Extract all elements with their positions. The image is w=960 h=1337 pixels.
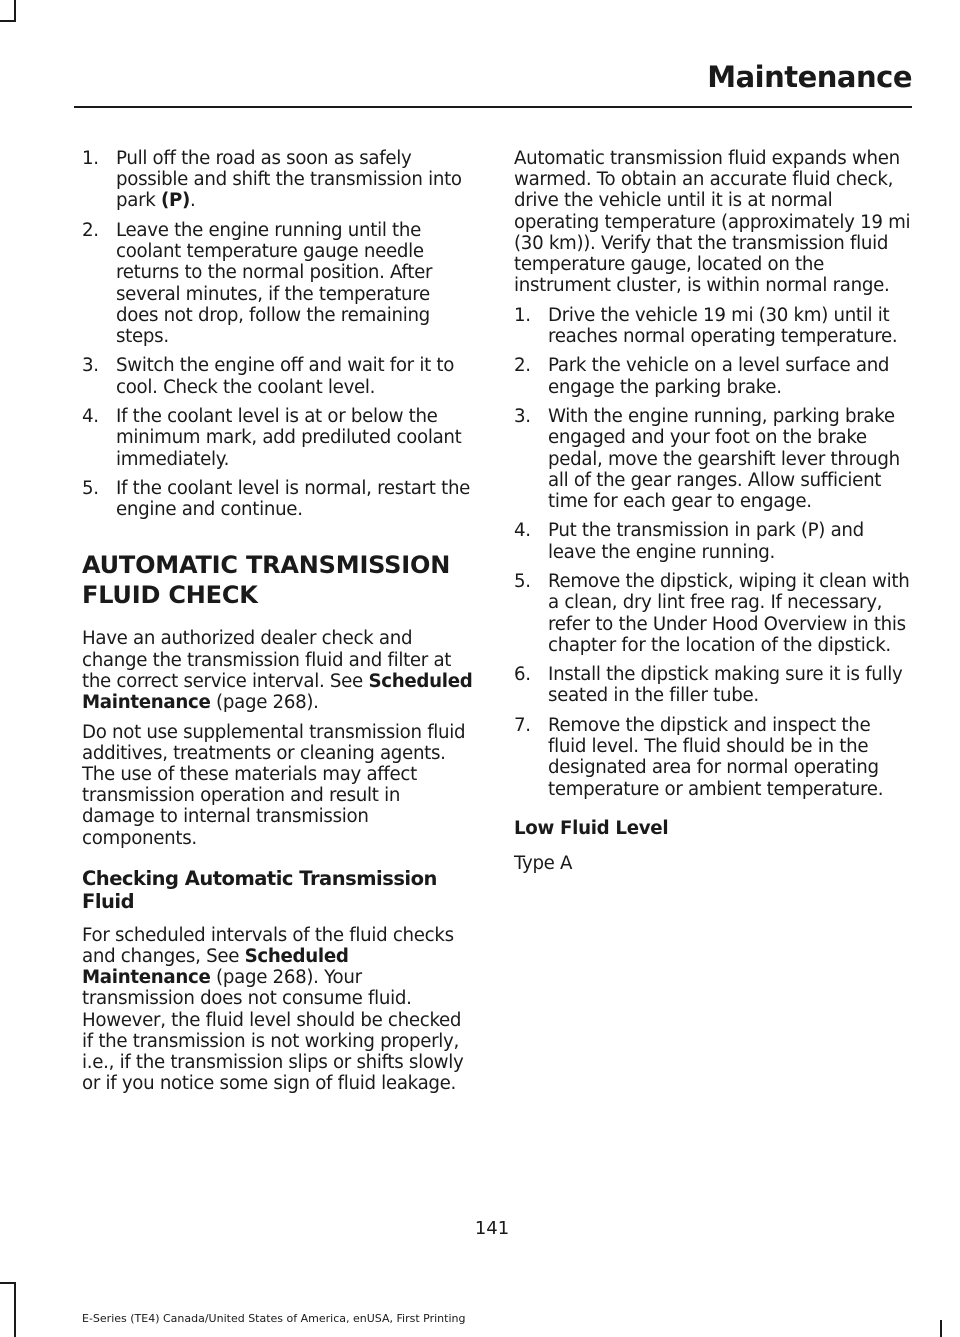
list-item: 7. Remove the dipstick and inspect the fluid level. The fluid should be in the designated area for normal operating temperature or ambient temperature. [514,714,884,800]
footer-text: E-Series (TE4) Canada/United States of America, enUSA, First Printing [82,1312,466,1325]
list-item: 5. Remove the dipstick, wiping it clean with a clean, dry lint free rag. If necessary, refer to the Under Hood Overview in this chapter for the location of the dipstick. [514,571,910,656]
list-item: 3. Switch the engine off and wait for it to cool. Check the coolant level. [82,355,455,398]
scheduled-maintenance-link-2[interactable]: Scheduled Maintenance [82,945,349,989]
coolant-steps-list [82,148,476,520]
list-item: 4. If the coolant level is at or below the minimum mark, add prediluted coolant immediately. [82,406,462,470]
list-item: 1. Pull off the road as soon as safely possible and shift the transmission into park (P). [82,148,462,212]
left-column [82,148,476,1103]
crop-mark-top-left [14,0,16,22]
section-heading: AUTOMATIC TRANSMISSION FLUID CHECK [82,551,451,610]
crop-mark-bottom-right [940,1320,942,1337]
page-header-title: Maintenance [707,60,912,94]
page-number: 141 [474,1218,510,1239]
list-item: 1. Drive the vehicle 19 mi (30 km) until it reaches normal operating temperature. [514,304,898,347]
list-item: 5. If the coolant level is normal, restart the engine and continue. [82,478,471,521]
fluid-check-steps-list [514,305,912,800]
paragraph-service: Have an authorized dealer check and change the transmission fluid and filter at the correct service interval. See Scheduled Maintenance (page 268). [82,628,473,714]
low-fluid-heading: Low Fluid Level [514,817,669,839]
subsection-heading: Checking Automatic Transmission Fluid [82,866,437,913]
list-item: 2. Park the vehicle on a level surface and engage the parking brake. [514,355,890,398]
crop-mark-bottom-left-h [0,1282,16,1284]
paragraph-additives: Do not use supplemental transmission fluid additives, treatments or cleaning agents. The use of these materials may affect transmission operation and result in damage to internal transmission components. [82,721,466,849]
right-column [514,148,912,882]
header-rule [74,106,912,108]
paragraph-intro: Automatic transmission fluid expands when warmed. To obtain an accurate fluid check, drive the vehicle until it is at normal operating temperature (approximately 19 mi (30 km)). Verify that the transmission fluid temperature gauge, located on the instrument cluster, is within normal range. [514,148,911,297]
list-item: 6. Install the dipstick making sure it is fully seated in the filler tube. [514,664,903,707]
list-item: 2. Leave the engine running until the coolant temperature gauge needle returns to the normal position. After several minutes, if the temperature does not drop, follow the remaining steps. [82,219,433,347]
crop-mark-bottom-left [14,1282,16,1337]
list-item: 3. With the engine running, parking brake engaged and your foot on the brake pedal, move the gearshift lever through all of the gear ranges. Allow sufficient time for each gear to engage. [514,406,900,512]
paragraph-intervals: For scheduled intervals of the fluid checks and changes, See Scheduled Maintenance (page 268). Your transmission does not consume fluid. However, the fluid level should be checked if the transmission is not working properly, i.e., if the transmission slips or shifts slowly or if you notice some sign of fluid leakage. [82,924,464,1095]
scheduled-maintenance-link[interactable]: Scheduled Maintenance [82,670,473,714]
type-label: Type A [514,852,573,874]
crop-mark-top-left-h [0,20,16,22]
list-item: 4. Put the transmission in park (P) and leave the engine running. [514,520,864,563]
